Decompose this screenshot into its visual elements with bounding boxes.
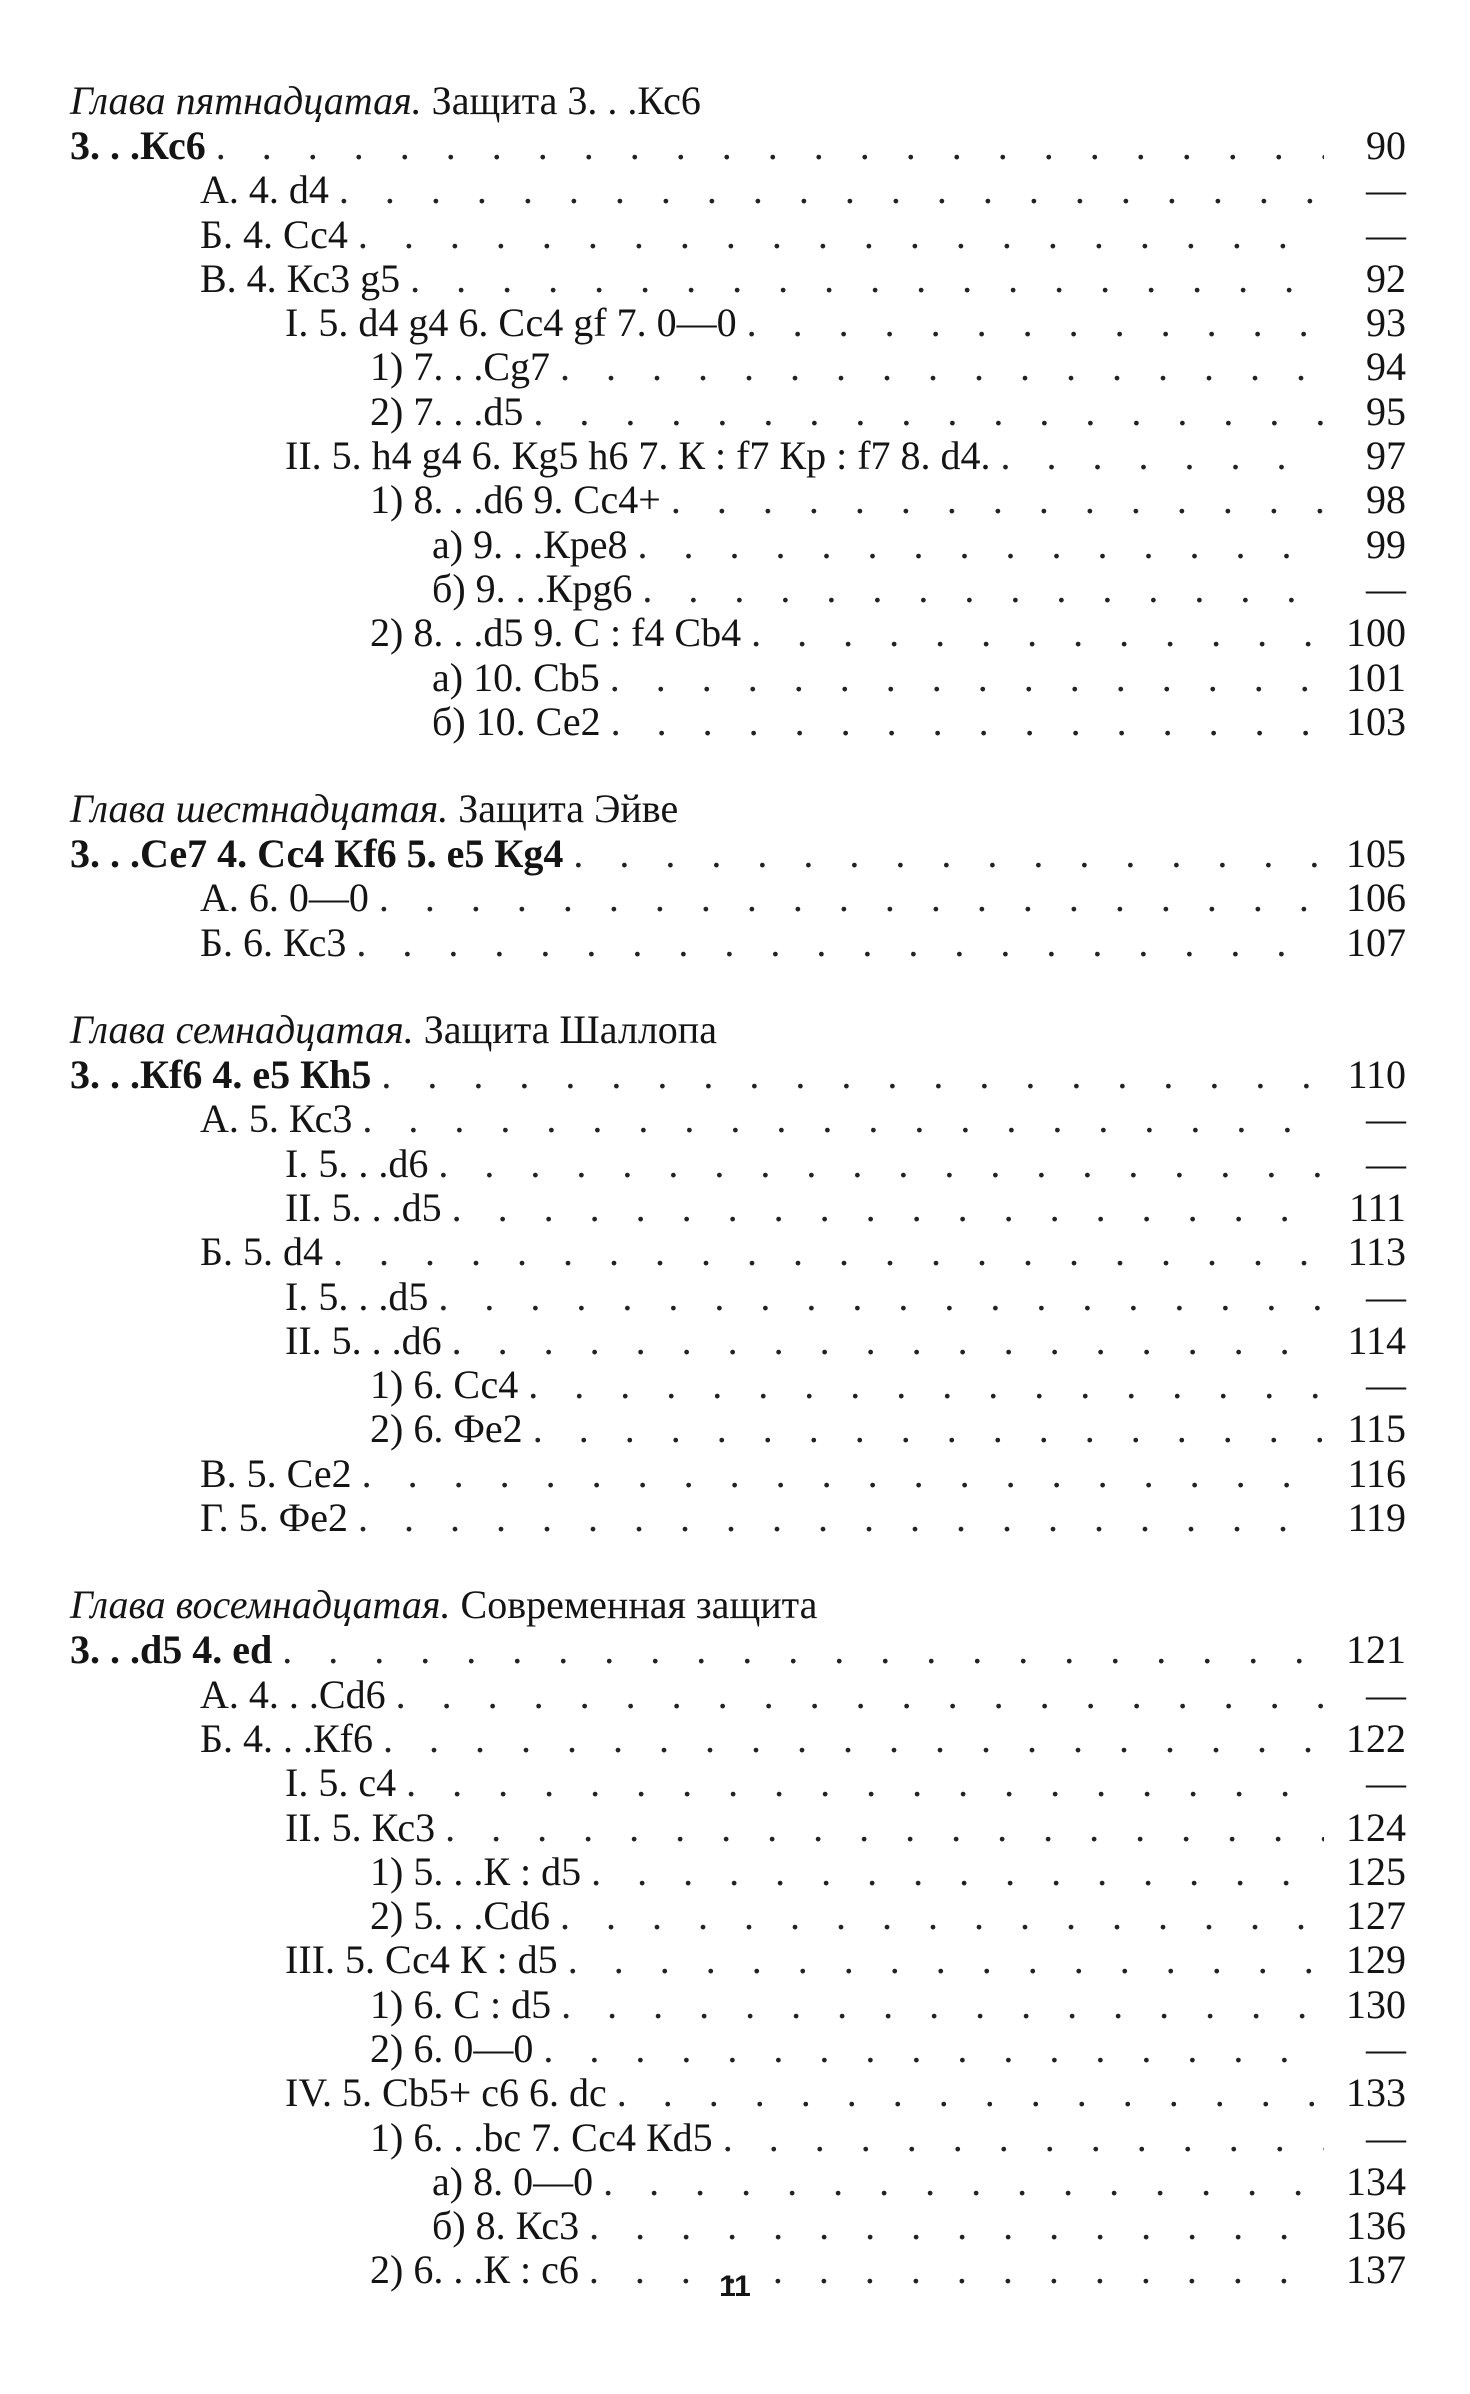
dot-leader <box>358 1496 1324 1540</box>
toc-entry-page: 137 <box>1346 2247 1406 2293</box>
toc-entry-text: б) 9. . .Кpg6 <box>432 565 633 611</box>
toc-entry <box>70 478 1406 522</box>
dot-leader <box>560 345 1324 389</box>
dot-leader <box>560 1894 1324 1938</box>
toc-entry-page: 95 <box>1366 388 1406 434</box>
toc-entry-page: 122 <box>1346 1715 1406 1761</box>
toc-entry-text: б) 10. Се2 <box>432 698 601 744</box>
toc-entry <box>70 1806 1406 1850</box>
toc-entry-text: I. 5. c4 <box>285 1760 397 1806</box>
toc-entry-text: 1) 7. . .Сg7 <box>370 344 550 390</box>
toc-entry-page: — <box>1366 167 1406 213</box>
toc-entry-page: 94 <box>1366 344 1406 390</box>
toc-entry-page: 98 <box>1366 477 1406 523</box>
chapter-section <box>70 1582 1406 2292</box>
toc-entry-text: 1) 6. . .bc 7. Сс4 Кd5 <box>370 2114 713 2160</box>
dot-leader <box>362 1097 1324 1141</box>
dot-leader <box>358 213 1324 257</box>
toc-entry-text: IV. 5. Сb5+ c6 6. dc <box>285 2070 607 2116</box>
toc-entry <box>70 921 1406 965</box>
toc-entry <box>70 1496 1406 1540</box>
toc-entry <box>70 2204 1406 2248</box>
toc-entry-page: 124 <box>1346 1804 1406 1850</box>
toc-entry-page: 119 <box>1347 1495 1406 1541</box>
toc-entry-text: Б. 6. Кс3 <box>200 919 347 965</box>
toc-entry-page: 100 <box>1346 610 1406 656</box>
dot-leader <box>406 1761 1324 1805</box>
dot-leader <box>617 2071 1324 2115</box>
dot-leader <box>438 1142 1324 1186</box>
toc-entry <box>70 567 1406 611</box>
toc-entry-text: 1) 5. . .К : d5 <box>370 1848 582 1894</box>
toc-entry-text: I. 5. . .d6 <box>285 1140 429 1186</box>
toc-entry <box>70 434 1406 478</box>
toc-entry-text: Б. 4. . .Кf6 <box>200 1715 373 1761</box>
chapter-label: Глава шестнадцатая. <box>70 786 449 832</box>
dot-leader <box>333 1230 1324 1274</box>
toc-entry <box>70 1275 1406 1319</box>
toc-entry-page: 136 <box>1346 2203 1406 2249</box>
dot-leader <box>445 1806 1324 1850</box>
toc-entry <box>70 1186 1406 1230</box>
dot-leader <box>452 1186 1324 1230</box>
toc-entry <box>70 1097 1406 1141</box>
dot-leader <box>452 1319 1324 1363</box>
dot-leader <box>438 1275 1324 1319</box>
toc-entry-text: А. 6. 0—0 <box>200 875 369 921</box>
dot-leader <box>356 921 1324 965</box>
page-number: 11 <box>719 2270 751 2303</box>
dot-leader <box>410 257 1324 301</box>
toc-entry-text: В. 4. Кс3 g5 <box>200 255 401 301</box>
toc-entry <box>70 345 1406 389</box>
toc-entry-page: — <box>1366 565 1406 611</box>
dot-leader <box>379 876 1324 920</box>
toc-entry-text: 2) 7. . .d5 <box>370 388 524 434</box>
toc-entry <box>70 1230 1406 1274</box>
toc-entry <box>70 1452 1406 1496</box>
toc-entry-text: 3. . .d5 4. ed <box>70 1627 273 1673</box>
toc-entry-page: 99 <box>1366 521 1406 567</box>
dot-leader <box>589 2204 1324 2248</box>
toc-entry-text: б) 8. Кс3 <box>432 2203 580 2249</box>
toc-entry-text: II. 5. . .d6 <box>285 1317 442 1363</box>
toc-entry-text: 1) 8. . .d6 9. Сс4+ <box>370 477 661 523</box>
toc-entry-text: а) 8. 0—0 <box>432 2158 594 2204</box>
dot-leader <box>216 124 1324 168</box>
toc-entry-page: 133 <box>1346 2070 1406 2116</box>
dot-leader <box>339 168 1324 212</box>
dot-leader <box>611 700 1324 744</box>
toc-entry-page: 125 <box>1346 1848 1406 1894</box>
toc-entry <box>70 1938 1406 1982</box>
dot-leader <box>610 656 1324 700</box>
toc-entry-page: — <box>1366 1140 1406 1186</box>
toc-entry <box>70 1983 1406 2027</box>
toc-entry <box>70 2027 1406 2071</box>
dot-leader <box>573 832 1324 876</box>
dot-leader <box>543 2027 1324 2071</box>
toc-entry-text: II. 5. h4 g4 6. Кg5 h6 7. К : f7 Кр : f7 8. d4. <box>285 433 991 479</box>
dot-leader <box>642 567 1324 611</box>
dot-leader <box>533 1407 1324 1451</box>
toc-entry-page: 115 <box>1347 1406 1406 1452</box>
toc-entry-page: 97 <box>1366 433 1406 479</box>
toc-entry-page: 121 <box>1346 1627 1406 1673</box>
chapter-section <box>70 78 1406 744</box>
dot-leader <box>747 301 1324 345</box>
toc-entry <box>70 257 1406 301</box>
toc-entry-text: 2) 5. . .Сd6 <box>370 1893 550 1939</box>
dot-leader <box>751 611 1324 655</box>
toc-entry-text: 2) 6. 0—0 <box>370 2025 534 2071</box>
toc-entry-page: — <box>1366 2114 1406 2160</box>
toc-entry-text: А. 5. Кс3 <box>200 1096 353 1142</box>
toc-entry <box>70 124 1406 168</box>
toc-entry-page: 101 <box>1346 654 1406 700</box>
toc-entry-page: 116 <box>1347 1450 1406 1496</box>
toc-entry-text: 2) 6. . .К : с6 <box>370 2247 579 2293</box>
chapter-heading <box>70 1007 1406 1053</box>
toc-entry-text: а) 9. . .Кре8 <box>432 521 628 567</box>
dot-leader <box>533 390 1324 434</box>
toc-entry <box>70 1142 1406 1186</box>
dot-leader <box>723 2116 1324 2160</box>
toc-entry-text: Б. 5. d4 <box>200 1229 323 1275</box>
toc-entry-page: 113 <box>1347 1229 1406 1275</box>
toc-entry-text: III. 5. Сс4 К : d5 <box>285 1937 558 1983</box>
toc-entry <box>70 390 1406 434</box>
toc-entry-page: — <box>1366 1096 1406 1142</box>
toc-entry-text: Г. 5. Фе2 <box>200 1495 348 1541</box>
toc-entry-page: 129 <box>1346 1937 1406 1983</box>
chapter-section <box>70 1007 1406 1540</box>
toc-entry-text: А. 4. d4 <box>200 167 329 213</box>
toc-entry-page: — <box>1366 1760 1406 1806</box>
dot-leader <box>282 1628 1324 1672</box>
dot-leader <box>396 1673 1324 1717</box>
toc-entry-page: 110 <box>1347 1052 1406 1098</box>
toc-entry <box>70 611 1406 655</box>
dot-leader <box>383 1717 1324 1761</box>
dot-leader <box>381 1053 1324 1097</box>
toc-entry <box>70 523 1406 567</box>
toc-entry-page: 106 <box>1346 875 1406 921</box>
toc-entry <box>70 1850 1406 1894</box>
dot-leader <box>591 1850 1324 1894</box>
toc-entry <box>70 876 1406 920</box>
toc-entry <box>70 1053 1406 1097</box>
toc-entry-text: 2) 6. Фе2 <box>370 1406 523 1452</box>
chapter-title: Современная защита <box>460 1582 818 1628</box>
toc-entry-text: I. 5. d4 g4 6. Сс4 gf 7. 0—0 <box>285 300 737 346</box>
toc-entry-page: — <box>1366 2025 1406 2071</box>
toc-entry-page: 103 <box>1346 698 1406 744</box>
dot-leader <box>528 1363 1324 1407</box>
dot-leader <box>568 1938 1324 1982</box>
toc-entry-text: В. 5. Се2 <box>200 1450 352 1496</box>
toc-entry <box>70 2071 1406 2115</box>
toc-entry <box>70 1761 1406 1805</box>
dot-leader <box>671 478 1324 522</box>
chapter-label: Глава пятнадцатая. <box>70 78 422 123</box>
toc-entry <box>70 1363 1406 1407</box>
chapter-title: Защита Шаллопа <box>423 1007 717 1053</box>
chapter-label: Глава восемнадцатая. <box>70 1582 451 1628</box>
toc-entry <box>70 2160 1406 2204</box>
dot-leader <box>638 523 1324 567</box>
table-of-contents <box>70 78 1406 2335</box>
chapter-title: Защита 3. . .Кс6 <box>431 78 701 123</box>
toc-entry <box>70 168 1406 212</box>
toc-entry <box>70 832 1406 876</box>
toc-entry-text: 3. . .Кf6 4. e5 Кh5 <box>70 1052 372 1098</box>
dot-leader <box>1001 434 1324 478</box>
chapter-title: Защита Эйве <box>458 786 679 832</box>
toc-entry <box>70 213 1406 257</box>
toc-entry-page: 130 <box>1346 1981 1406 2027</box>
chapter-heading <box>70 1582 1406 1628</box>
toc-entry-page: 111 <box>1348 1184 1406 1230</box>
toc-entry <box>70 1717 1406 1761</box>
toc-entry-text: 3. . .Кс6 <box>70 123 206 168</box>
dot-leader <box>561 1983 1324 2027</box>
toc-entry-text: II. 5. Кс3 <box>285 1804 436 1850</box>
toc-entry-page: 93 <box>1366 300 1406 346</box>
toc-entry-page: 92 <box>1366 255 1406 301</box>
toc-entry-text: I. 5. . .d5 <box>285 1273 429 1319</box>
toc-entry-page: 90 <box>1366 123 1406 168</box>
toc-entry-text: 2) 8. . .d5 9. С : f4 Сb4 <box>370 610 742 656</box>
toc-entry-text: 1) 6. С : d5 <box>370 1981 552 2027</box>
toc-entry <box>70 301 1406 345</box>
toc-entry <box>70 1894 1406 1938</box>
toc-entry <box>70 656 1406 700</box>
toc-entry-text: 1) 6. Сс4 <box>370 1362 519 1408</box>
toc-entry-page: 127 <box>1346 1893 1406 1939</box>
toc-entry <box>70 700 1406 744</box>
toc-entry <box>70 1407 1406 1451</box>
toc-entry-page: 134 <box>1346 2158 1406 2204</box>
toc-entry-text: II. 5. . .d5 <box>285 1184 442 1230</box>
dot-leader <box>362 1452 1324 1496</box>
toc-entry-page: 114 <box>1347 1317 1406 1363</box>
toc-entry-text: а) 10. Сb5 <box>432 654 600 700</box>
toc-entry-page: — <box>1366 1273 1406 1319</box>
toc-entry-page: — <box>1366 211 1406 257</box>
toc-entry-page: 105 <box>1346 831 1406 877</box>
toc-entry <box>70 1628 1406 1672</box>
toc-entry <box>70 1673 1406 1717</box>
toc-entry <box>70 2116 1406 2160</box>
toc-entry-text: Б. 4. Сс4 <box>200 211 348 257</box>
toc-entry-text: А. 4. . .Сd6 <box>200 1671 386 1717</box>
chapter-heading <box>70 78 1406 124</box>
toc-entry-page: — <box>1366 1671 1406 1717</box>
dot-leader <box>603 2160 1324 2204</box>
toc-entry-page: — <box>1366 1362 1406 1408</box>
chapter-section <box>70 786 1406 965</box>
chapter-label: Глава семнадцатая. <box>70 1007 414 1053</box>
toc-entry-text: 3. . .Се7 4. Сс4 Кf6 5. e5 Кg4 <box>70 831 564 877</box>
toc-entry-page: 107 <box>1346 919 1406 965</box>
chapter-heading <box>70 786 1406 832</box>
toc-entry <box>70 1319 1406 1363</box>
